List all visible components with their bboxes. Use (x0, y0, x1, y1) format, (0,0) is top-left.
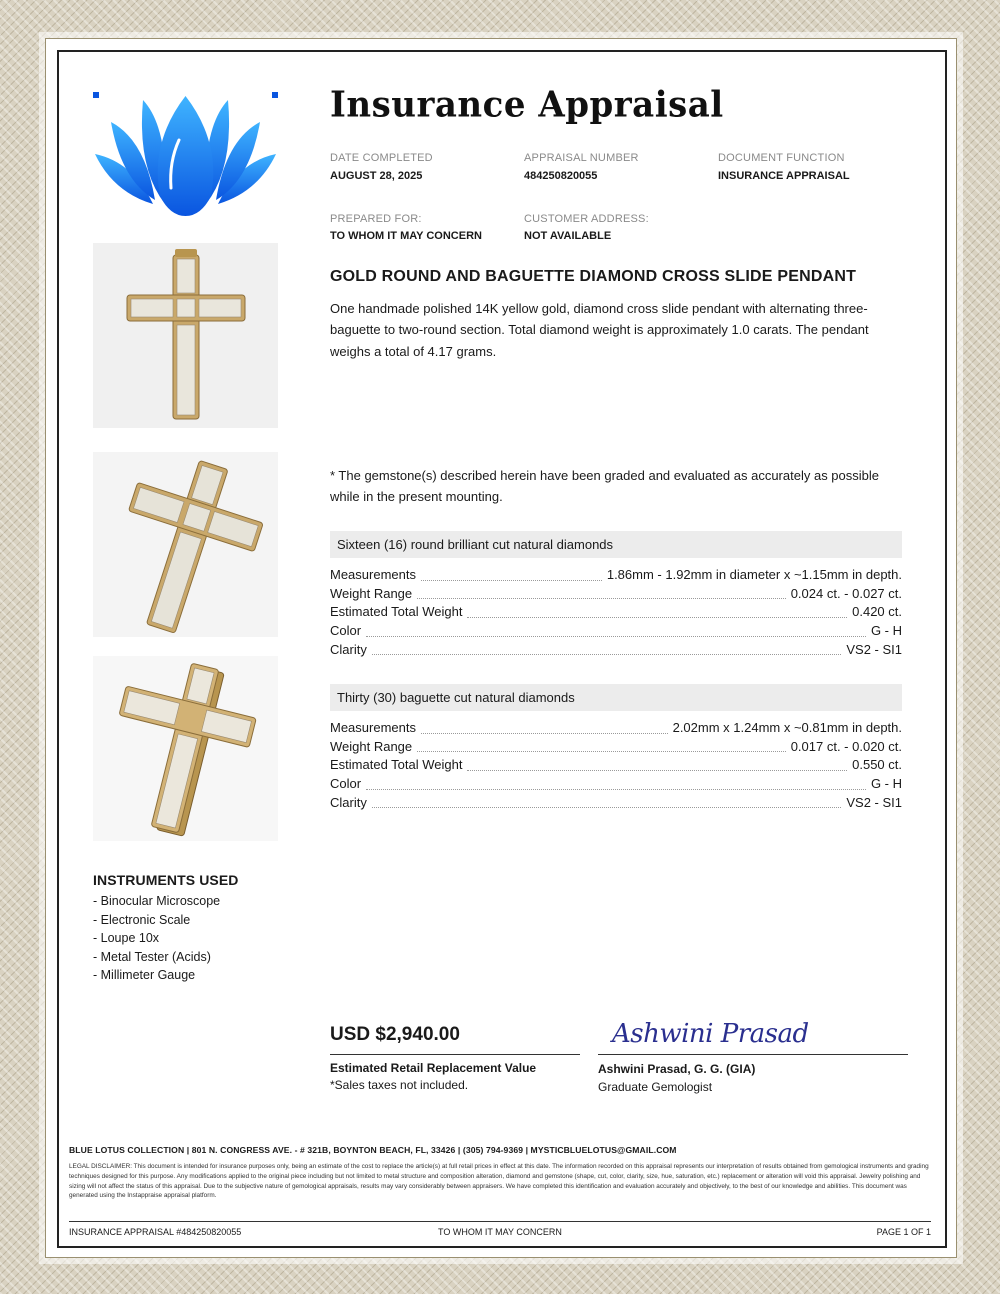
spec-value: 0.420 ct. (852, 604, 902, 620)
spec-value: 0.024 ct. - 0.027 ct. (790, 585, 902, 601)
spec-row (330, 586, 902, 605)
blue-lotus-logo-icon (93, 92, 278, 220)
instrument-item: - Metal Tester (Acids) (93, 949, 211, 964)
instrument-item: - Millimeter Gauge (93, 968, 196, 983)
leader-dots (421, 579, 602, 581)
prepared-for-value: TO WHOM IT MAY CONCERN (330, 230, 482, 242)
instruments-heading: INSTRUMENTS USED (93, 872, 239, 888)
replacement-value-label: Estimated Retail Replacement Value (330, 1061, 537, 1075)
valuation-block (330, 1024, 580, 1092)
instruments-section (93, 872, 313, 985)
group-heading-round: Sixteen (16) round brilliant cut natural diamonds (330, 531, 902, 558)
spec-table-baguette (330, 720, 902, 813)
sales-tax-note: *Sales taxes not included. (330, 1078, 469, 1092)
spec-value: VS2 - SI1 (846, 641, 902, 657)
spec-row (330, 757, 902, 776)
spec-label: Clarity (330, 794, 367, 810)
appraisal-number-label: APPRAISAL NUMBER (524, 152, 639, 164)
spec-row (330, 739, 902, 758)
page-footer (69, 1221, 931, 1237)
spec-label: Estimated Total Weight (330, 757, 463, 773)
leader-dots (366, 635, 866, 637)
spec-row (330, 795, 902, 814)
spec-row (330, 567, 902, 586)
legal-disclaimer: LEGAL DISCLAIMER: This document is intended for insurance purposes only, being an estimate of the cost to replace the article(s) at full retail prices in effect at this date. The information recorded on this appraisal represents our interpretation of results obtained from gemological instruments and grading techniques designed for this purpose. Any modifications applied to the original piece including but not limited to metal structure and composition alteration, diamond and gemstone (shape, cut, color, clarity, size, hue, saturation, etc.) replacement or alteration will void this appraisal. Jewelry polishing and sizing will not affect the status of this appraisal. Due to the subjective nature of gemological appraisals, results may vary considerably between appraisers. We have completed this identification and evaluation accurately and objectively, to the best of our knowledge and abilities. This document was generated using the Instappraise appraisal platform. (69, 1163, 929, 1200)
footer-page-number: PAGE 1 OF 1 (876, 1227, 931, 1237)
spec-value: 0.550 ct. (852, 757, 902, 773)
spec-label: Estimated Total Weight (330, 604, 463, 620)
pendant-photo-side (93, 656, 278, 841)
spec-value: G - H (870, 776, 902, 792)
instrument-item: - Binocular Microscope (93, 894, 221, 908)
spec-row (330, 604, 902, 623)
spec-label: Clarity (330, 641, 367, 657)
footer-recipient: TO WHOM IT MAY CONCERN (438, 1227, 562, 1237)
leader-dots (467, 769, 847, 771)
customer-address-value: NOT AVAILABLE (524, 230, 612, 242)
date-completed-value: AUGUST 28, 2025 (330, 170, 423, 182)
document-function-label: DOCUMENT FUNCTION (718, 152, 845, 164)
leader-dots (372, 806, 842, 808)
item-description: One handmade polished 14K yellow gold, diamond cross slide pendant with alternating three-baguette to two-round section. Total diamond weight is approximately 1.0 carats. The pendant weighs a total of 4.17 grams. (330, 301, 869, 359)
spec-value: VS2 - SI1 (846, 794, 902, 810)
spec-label: Measurements (330, 567, 416, 582)
spec-value: G - H (870, 623, 902, 639)
grading-note: * The gemstone(s) described herein have been graded and evaluated as accurately as possible while in the present mounting. (330, 468, 879, 505)
company-info: BLUE LOTUS COLLECTION | 801 N. CONGRESS AVE. - # 321B, BOYNTON BEACH, FL, 33426 | (305) 794-9369 | MYSTICBLUELOTUS@GMAIL.COM (69, 1145, 677, 1155)
spec-value: 2.02mm x 1.24mm x ~0.81mm in depth. (672, 720, 902, 735)
spec-label: Color (330, 623, 362, 639)
appraiser-name: Ashwini Prasad, G. G. (GIA) (598, 1062, 756, 1076)
appraiser-role: Graduate Gemologist (598, 1080, 713, 1094)
leader-dots (417, 750, 786, 752)
spec-value: 1.86mm - 1.92mm in diameter x ~1.15mm in depth. (606, 567, 902, 582)
spec-row (330, 642, 902, 661)
replacement-value: USD $2,940.00 (330, 1024, 580, 1055)
spec-row (330, 776, 902, 795)
instrument-item: - Electronic Scale (93, 912, 191, 927)
instrument-item: - Loupe 10x (93, 931, 160, 946)
leader-dots (421, 732, 668, 734)
spec-label: Color (330, 776, 362, 792)
spec-label: Measurements (330, 720, 416, 735)
spec-label: Weight Range (330, 585, 413, 601)
leader-dots (372, 653, 842, 655)
customer-address-label: CUSTOMER ADDRESS: (524, 213, 649, 225)
group-heading-baguette: Thirty (30) baguette cut natural diamonds (330, 684, 902, 711)
pendant-photo-angled (93, 452, 278, 637)
signature-block (598, 1014, 908, 1094)
date-completed-label: DATE COMPLETED (330, 152, 433, 164)
handwritten-signature: Ashwini Prasad (598, 1014, 908, 1055)
spec-label: Weight Range (330, 738, 413, 754)
leader-dots (417, 597, 786, 599)
spec-value: 0.017 ct. - 0.020 ct. (790, 738, 902, 754)
footer-appraisal-id: INSURANCE APPRAISAL #484250820055 (69, 1227, 242, 1237)
document-function-value: INSURANCE APPRAISAL (718, 170, 850, 182)
appraisal-number-value: 484250820055 (524, 170, 598, 182)
document-title: Insurance Appraisal (330, 84, 724, 126)
spec-row (330, 720, 902, 739)
prepared-for-label: PREPARED FOR: (330, 213, 422, 225)
spec-table-round (330, 567, 902, 660)
spec-row (330, 623, 902, 642)
item-title: GOLD ROUND AND BAGUETTE DIAMOND CROSS SLIDE PENDANT (330, 268, 857, 285)
leader-dots (366, 788, 866, 790)
pendant-photo-front (93, 243, 278, 428)
leader-dots (467, 616, 847, 618)
